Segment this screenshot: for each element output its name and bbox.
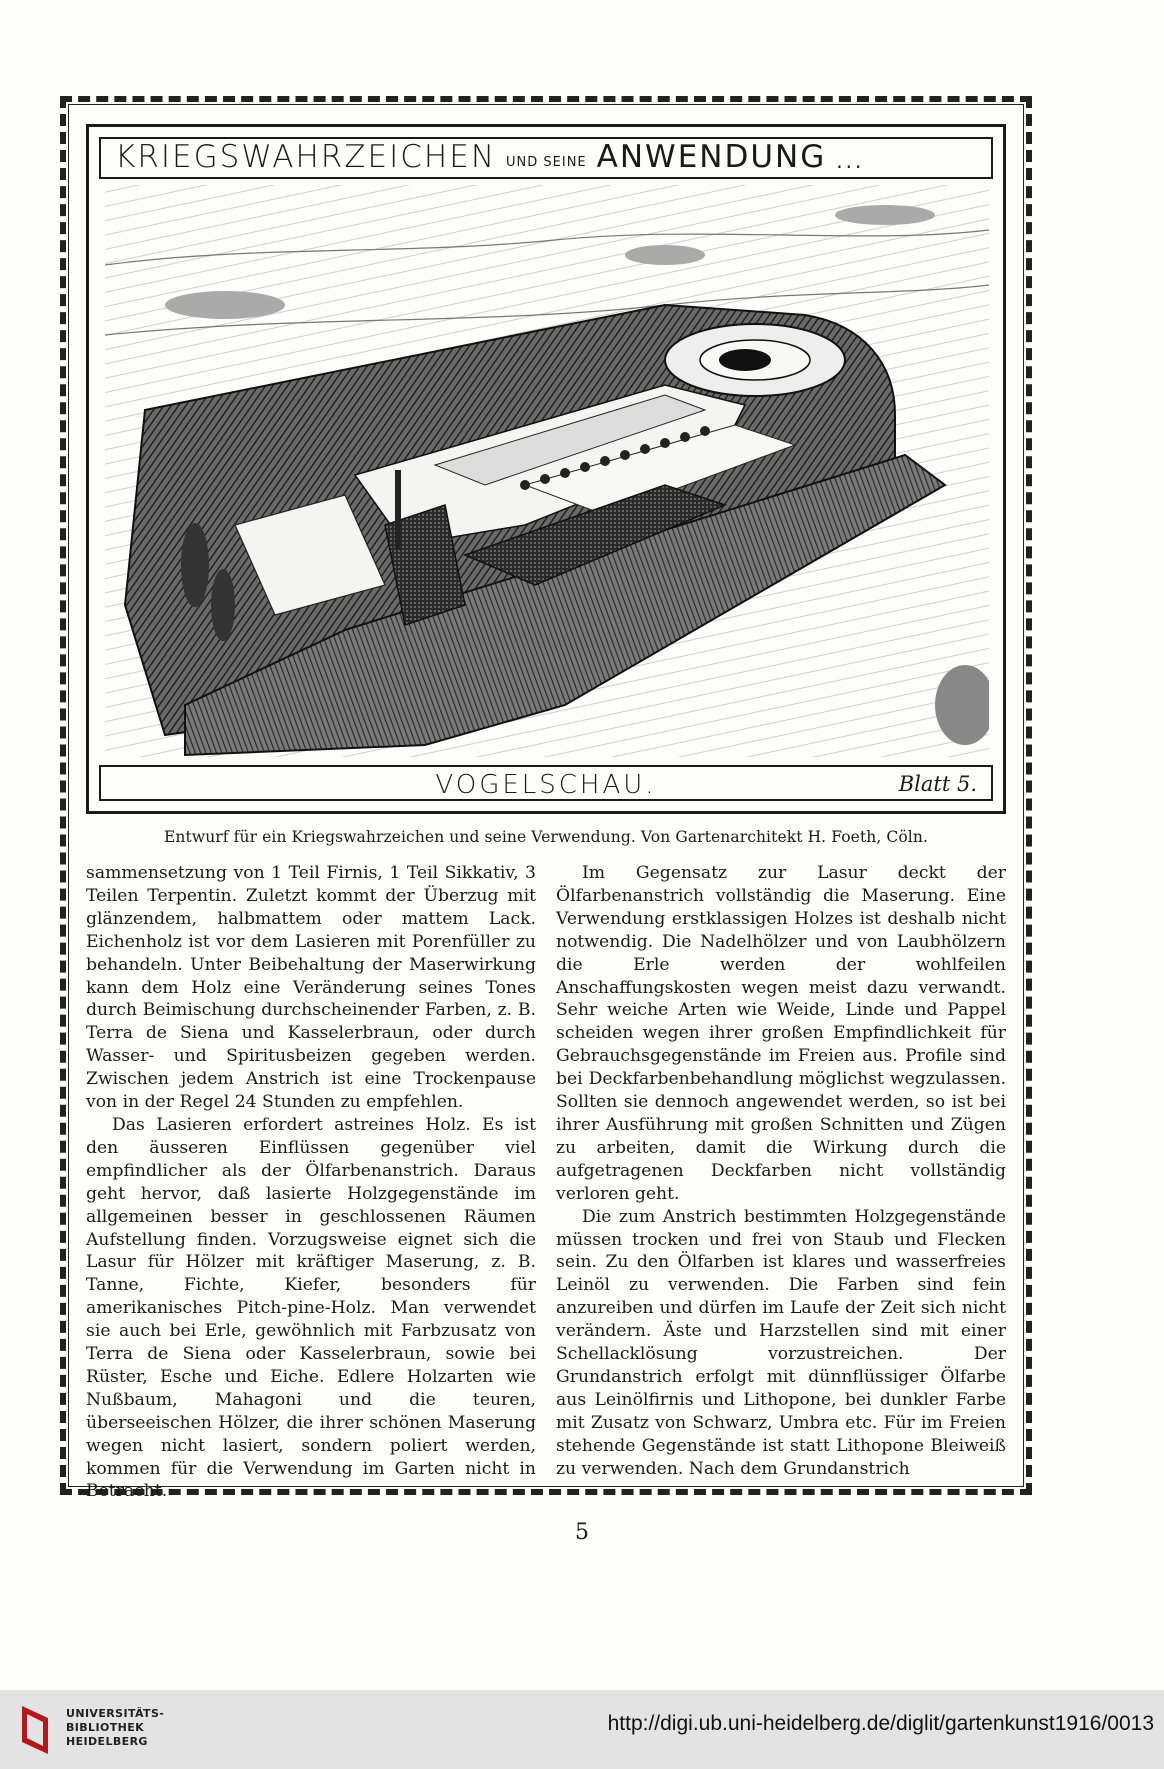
plate-title xyxy=(99,137,993,179)
library-name-line: HEIDELBERG xyxy=(66,1735,148,1748)
plate-title-part4: ... xyxy=(836,149,865,173)
sheet-label: Blatt 5. xyxy=(898,772,977,796)
source-url[interactable]: http://digi.ub.uni-heidelberg.de/diglit/gartenkunst1916/0013 xyxy=(607,1712,1154,1735)
plate-title-part3: ANWENDUNG xyxy=(596,139,827,175)
plate-title-part1: KRIEGSWAHRZEICHEN xyxy=(115,139,497,175)
text-columns xyxy=(86,862,1006,1503)
paragraph: Im Gegensatz zur Lasur deckt der Ölfarbenanstrich vollständig die Maserung. Eine Verwendung erstklassigen Holzes ist deshalb nicht notwendig. Die Nadelhölzer und von Laubhölzern die Erle werden der wohlfeilen Anschaffungskosten wegen meist dazu verwandt. Sehr weiche Arten wie Weide, Linde und Pappel scheiden wegen ihrer großen Empfindlichkeit für Gebrauchsgegenstände im Freien aus. Profile sind bei Deckfarbenbehandlung möglichst wegzulassen. Sollten sie dennoch angewendet werden, so ist bei ihrer Ausführung mit großen Schnitten und Zügen zu arbeiten, damit die Wirkung durch die aufgetragenen Deckfarben nicht vollständig verloren geht. xyxy=(556,863,1006,1204)
plate-title-part2: UND SEINE xyxy=(506,155,587,170)
library-name-line: BIBLIOTHEK xyxy=(66,1721,145,1734)
university-library-logo xyxy=(18,1704,52,1756)
right-column xyxy=(556,862,1006,1503)
page-number: 5 xyxy=(575,1520,589,1545)
paragraph: Das Lasieren erfordert astreines Holz. Es ist den äusseren Einflüssen gegenüber viel empfindlicher als der Ölfarbenanstrich. Daraus geht hervor, daß lasierte Holzgegenstände im allgemeinen besser in geschlossenen Räumen Aufstellung finden. Vorzugsweise eignet sich die Lasur für Hölzer mit kräftiger Maserung, z. B. Tanne, Fichte, Kiefer, besonders für amerikanisches Pitch-pine-Holz. Man verwendet sie auch bei Erle, gewöhnlich mit Farbzusatz von Terra de Siena oder Kasselerbraun, sowie bei Rüster, Esche und Eiche. Edlere Holzarten wie Nußbaum, Mahagoni und die teuren, überseeischen Hölzer, die ihrer schönen Maserung wegen nicht lasiert, sondern poliert werden, kommen für die Verwendung im Garten nicht in Betracht. xyxy=(86,1114,536,1502)
figure-caption: Entwurf für ein Kriegswahrzeichen und seine Verwendung. Von Gartenarchitekt H. Foeth, Cöln. xyxy=(164,828,928,846)
paragraph: Die zum Anstrich bestimmten Holzgegenstände müssen trocken und frei von Staub und Flecken sein. Zu den Ölfarben ist klares und wasserfreies Leinöl zu verwenden. Die Farben sind fein anzureiben und dürfen im Laufe der Zeit sich nicht verändern. Äste und Harzstellen sind mit einer Schellacklösung vorzustreichen. Der Grundanstrich erfolgt mit dünnflüssiger Ölfarbe aus Leinölfirnis und Lithopone, bei dunkler Farbe mit Zusatz von Schwarz, Umbra etc. Für im Freien stehende Gegenstände ist statt Lithopone Bleiweiß zu verwenden. Nach dem Grundanstrich xyxy=(556,1206,1006,1479)
left-column xyxy=(86,862,536,1503)
paragraph: sammensetzung von 1 Teil Firnis, 1 Teil Sikkativ, 3 Teilen Terpentin. Zuletzt kommt der Überzug mit glänzendem, halbmattem oder mattem Lack. Eichenholz ist vor dem Lasieren mit Porenfüller zu behandeln. Unter Beibehaltung der Maserwirkung kann dem Holz eine Veränderung seines Tones durch Beimischung durchscheinender Farben, z. B. Terra de Siena und Kasselerbraun, oder durch Wasser- und Spiritusbeizen gegeben werden. Zwischen jedem Anstrich ist eine Trockenpause von in der Regel 24 Stunden zu empfehlen. xyxy=(86,863,536,1113)
library-name-line: UNIVERSITÄTS- xyxy=(66,1707,165,1720)
library-name xyxy=(66,1707,164,1749)
plate-footer xyxy=(99,765,993,801)
library-footer-bar xyxy=(0,1690,1164,1769)
illustration-plate xyxy=(86,124,1006,814)
view-label: VOGELSCHAU. xyxy=(435,770,657,800)
birds-eye-garden-drawing xyxy=(105,185,989,757)
